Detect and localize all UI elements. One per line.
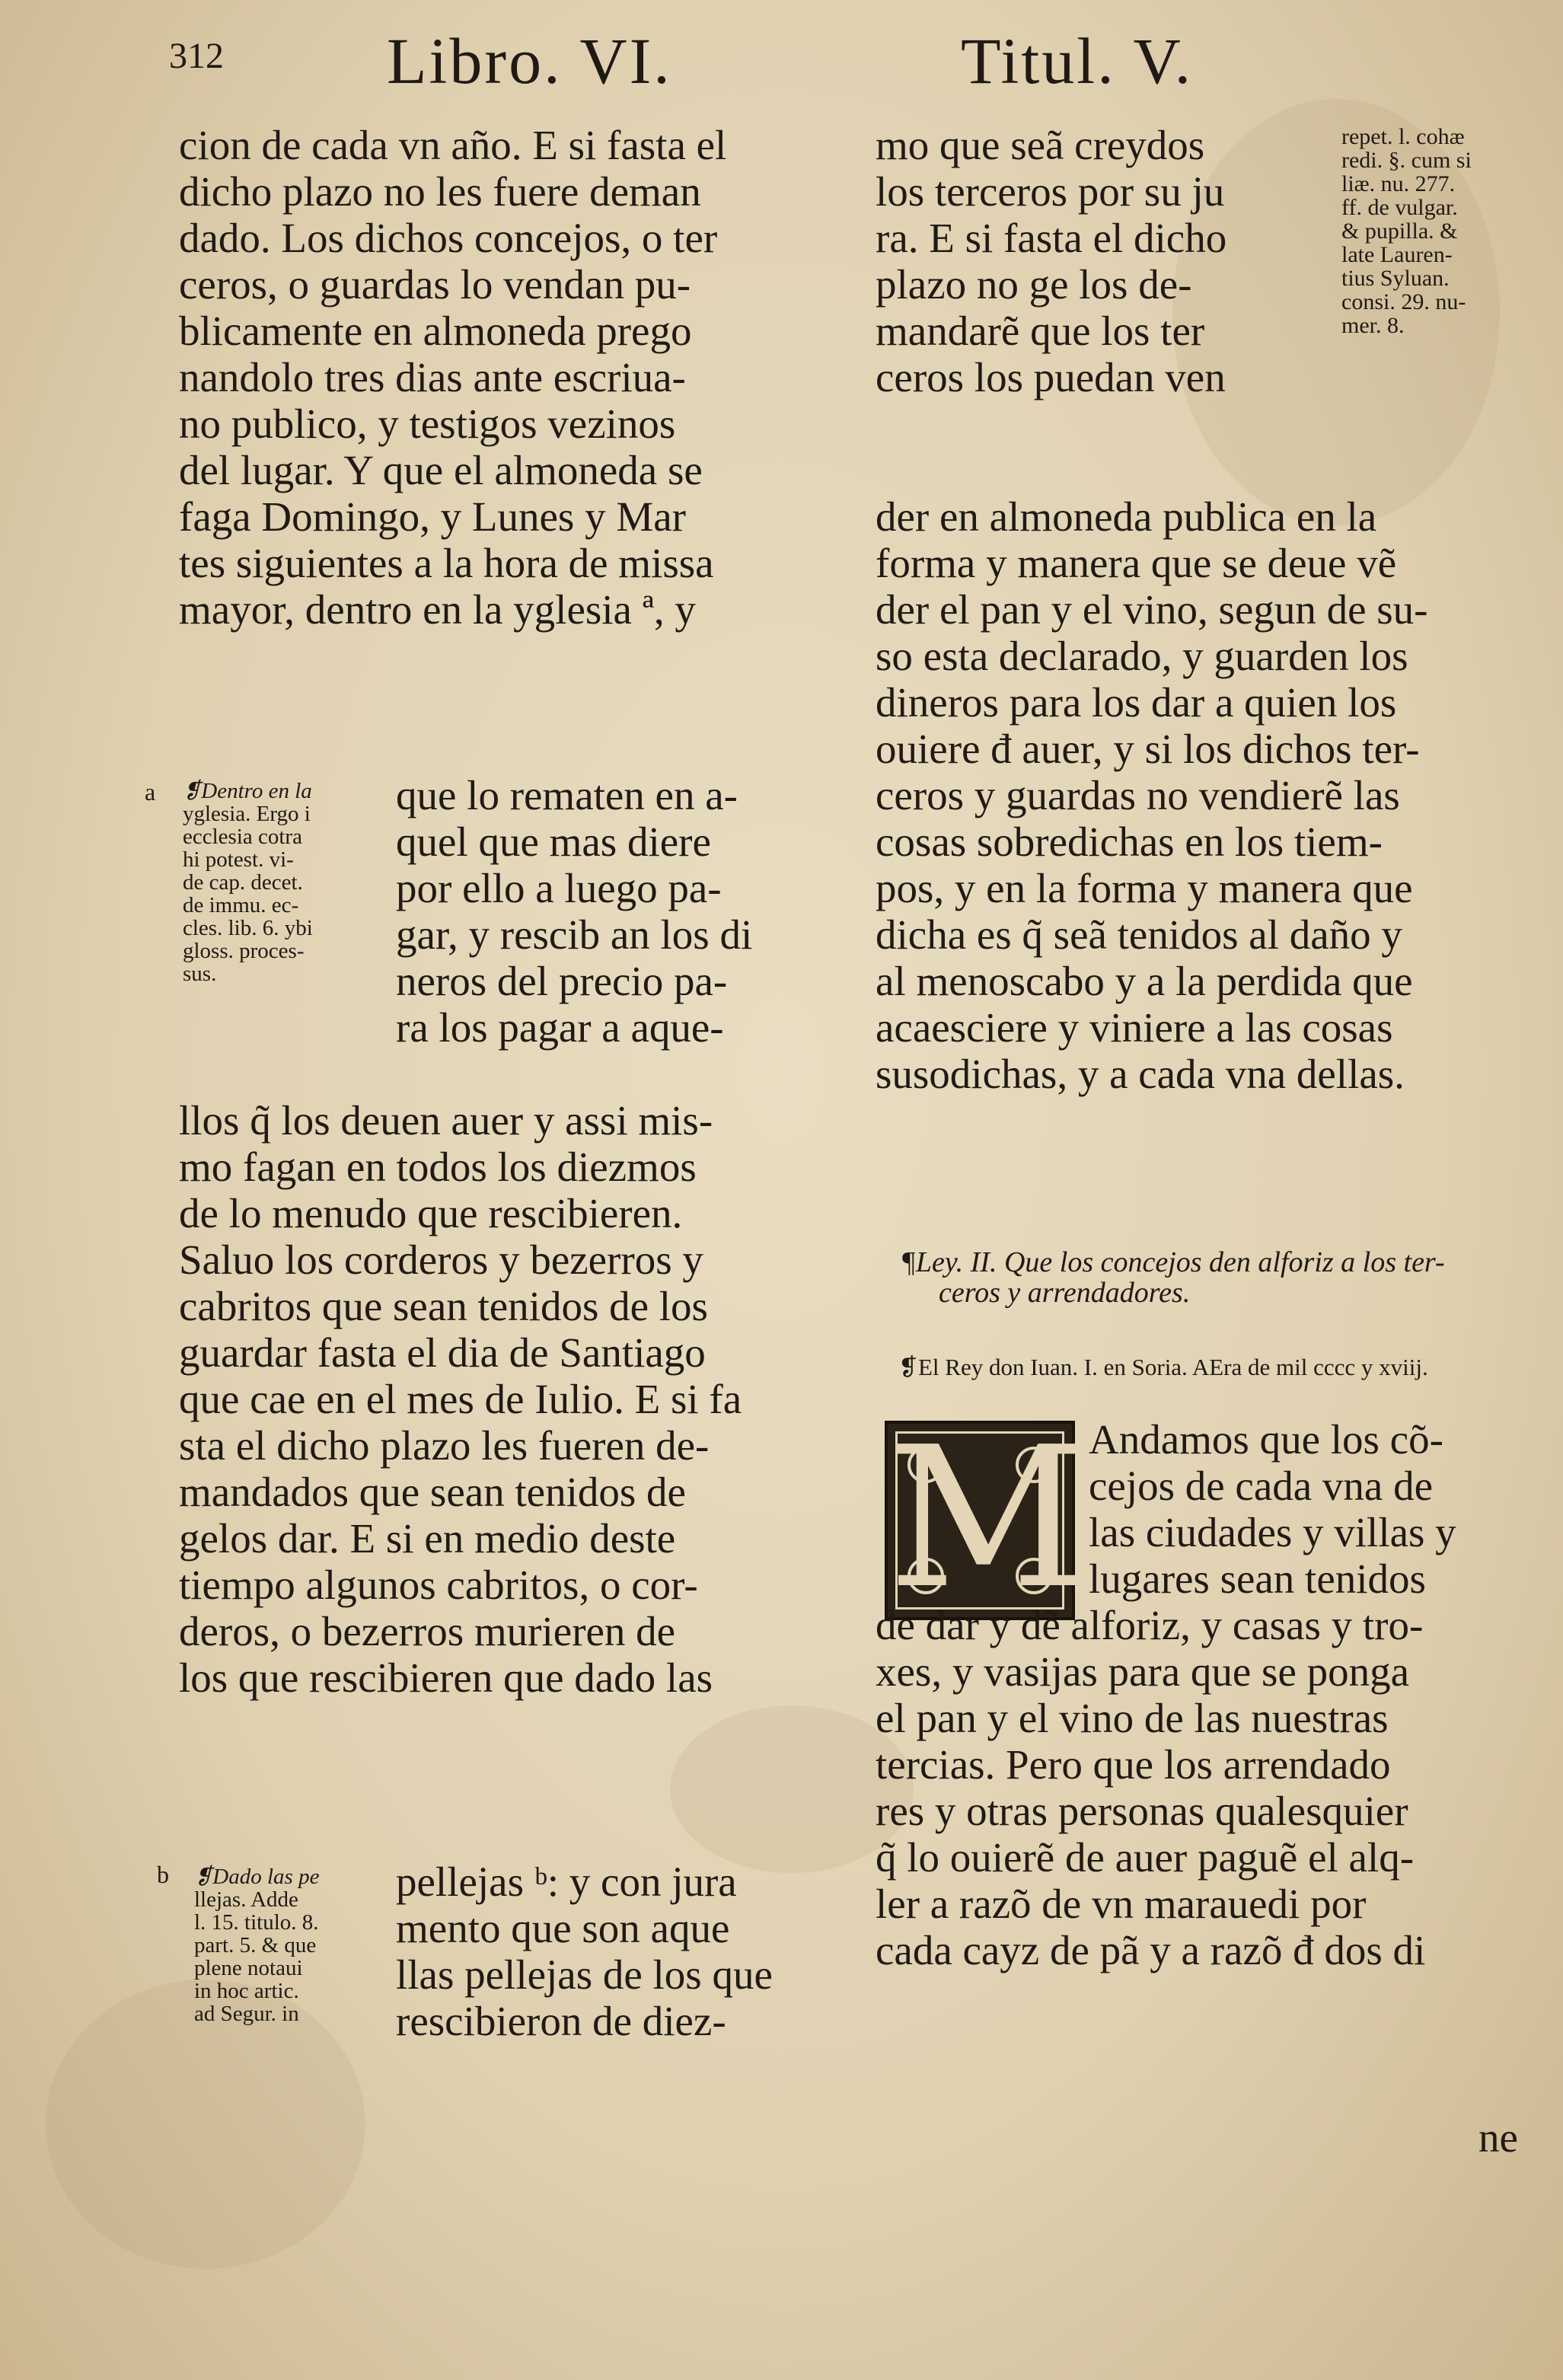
- law-heading: [901, 1247, 1445, 1308]
- text-line: mo fagan en todos los diezmos: [179, 1144, 697, 1190]
- marginal-gloss-right: [1341, 125, 1539, 337]
- text-line: quel que mas diere: [396, 818, 711, 865]
- running-header-book: Libro. VI.: [387, 24, 672, 97]
- text-line: los terceros por su ju: [876, 168, 1225, 215]
- text-line: xes, y vasijas para que se ponga: [876, 1648, 1410, 1695]
- gloss-line: redi. §. cum si: [1341, 148, 1472, 173]
- text-line: ouiere đ auer, y si los dichos ter-: [876, 726, 1420, 772]
- text-line: cada cayz de pã y a razõ đ dos di: [876, 1927, 1426, 1973]
- gloss-line: & pupilla. &: [1341, 219, 1458, 244]
- left-column-indented-text-bottom: [396, 1858, 830, 2044]
- text-line: sta el dicho plazo les fueren de-: [179, 1422, 710, 1469]
- text-line: mo que seã creydos: [876, 122, 1205, 168]
- text-line: nandolo tres dias ante escriua-: [179, 354, 686, 400]
- text-line: rescibieron de diez-: [396, 1998, 726, 2044]
- text-line: cion de cada vn año. E si fasta el: [179, 122, 727, 168]
- text-line: los que rescibieren que dado las: [179, 1654, 713, 1701]
- text-line: gar, y rescib an los di: [396, 911, 753, 958]
- gloss-line: plene notaui: [194, 1956, 303, 1980]
- text-line: cosas sobredichas en los tiem-: [876, 818, 1383, 865]
- text-line: de dar y dẽ alforiz, y casas y tro-: [876, 1602, 1424, 1648]
- text-line: acaesciere y viniere a las cosas: [876, 1004, 1393, 1051]
- text-line: q̃ lo ouierẽ de auer paguẽ el alq-: [876, 1834, 1415, 1881]
- text-line: plazo no ge los de-: [876, 261, 1192, 308]
- text-line: blicamente en almoneda prego: [179, 308, 692, 354]
- text-line: gelos dar. E si en medio deste: [179, 1515, 676, 1562]
- text-line: ceros, o guardas lo vendan pu-: [179, 261, 691, 308]
- text-line: tercias. Pero que los arrendado: [876, 1741, 1391, 1788]
- right-column-text-bottom: [876, 1602, 1530, 1973]
- text-line: mandarẽ que los ter: [876, 308, 1205, 354]
- gloss-line: part. 5. & que: [194, 1933, 317, 1957]
- gloss-line: ❡Dentro en la: [183, 779, 312, 803]
- text-line: ceros los puedan ven: [876, 354, 1226, 400]
- gloss-line: liæ. nu. 277.: [1341, 171, 1456, 196]
- text-line: der en almoneda publica en la: [876, 493, 1377, 540]
- text-line: no publico, y testigos vezinos: [179, 400, 676, 447]
- text-line: tiempo algunos cabritos, o cor-: [179, 1562, 698, 1608]
- text-line: por ello a luego pa-: [396, 865, 722, 911]
- gloss-line: consi. 29. nu-: [1341, 289, 1466, 314]
- text-line: tes siguientes a la hora de missa: [179, 540, 714, 586]
- gloss-line: cles. lib. 6. ybi: [183, 916, 313, 940]
- text-line: pos, y en la forma y manera que: [876, 865, 1413, 911]
- marginal-gloss-b: [194, 1865, 362, 2025]
- text-line: res y otras personas qualesquier: [876, 1788, 1408, 1834]
- gloss-line: hi potest. vi-: [183, 847, 294, 872]
- text-line: neros del precio pa-: [396, 958, 728, 1004]
- gloss-line: ❡Dado las pe: [194, 1865, 320, 1889]
- marginal-gloss-a: [183, 780, 358, 985]
- text-line: der el pan y el vino, segun de su-: [876, 586, 1428, 633]
- gloss-line: ecclesia cotra: [183, 825, 302, 849]
- right-column-text-top: [876, 122, 1321, 400]
- text-line: que lo rematen en a-: [396, 772, 738, 818]
- gloss-line: llejas. Adde: [194, 1887, 298, 1912]
- gloss-line: yglesia. Ergo i: [183, 802, 311, 826]
- initial-letter: M: [888, 1405, 1087, 1632]
- text-line: ra. E si fasta el dicho: [876, 215, 1227, 261]
- text-line: las ciudades y villas y: [1089, 1509, 1456, 1555]
- text-line: dado. Los dichos concejos, o ter: [179, 215, 718, 261]
- text-beside-initial: [1089, 1416, 1530, 1602]
- text-line: mento que son aque: [396, 1905, 730, 1951]
- text-line: cejos de cada vna de: [1089, 1463, 1433, 1509]
- gloss-line: repet. l. cohæ: [1341, 124, 1465, 149]
- gloss-line: ad Segur. in: [194, 2002, 299, 2026]
- running-header-title: Titul. V.: [961, 24, 1194, 97]
- text-line: llos q̃ los deuen auer y assi mis-: [179, 1097, 713, 1144]
- text-line: dineros para los dar a quien los: [876, 679, 1397, 726]
- text-line: forma y manera que se deue vẽ: [876, 540, 1397, 586]
- left-column-continued-text: [179, 1097, 841, 1701]
- text-line: al menoscabo y a la perdida que: [876, 958, 1413, 1004]
- catchword: ne: [1478, 2114, 1518, 2161]
- gloss-line: late Lauren-: [1341, 242, 1453, 267]
- folio-number: 312: [169, 36, 224, 76]
- text-line: mandados que sean tenidos de: [179, 1469, 686, 1515]
- text-line: que cae en el mes de Iulio. E si fa: [179, 1376, 742, 1422]
- decorated-initial: [885, 1405, 1087, 1632]
- text-line: Andamos que los cõ-: [1089, 1416, 1443, 1463]
- text-line: llas pellejas de los que: [396, 1951, 773, 1998]
- gloss-line: sus.: [183, 962, 217, 986]
- gloss-marker-b: b: [157, 1861, 169, 1888]
- law-heading-line: ¶Ley. II. Que los concejos den alforiz a los ter-: [901, 1246, 1445, 1278]
- gloss-line: l. 15. titulo. 8.: [194, 1910, 319, 1935]
- text-line: ra los pagar a aque-: [396, 1004, 724, 1051]
- text-line: Saluo los corderos y bezerros y: [179, 1236, 703, 1283]
- text-line: lugares sean tenidos: [1089, 1555, 1426, 1602]
- gloss-line: de immu. ec-: [183, 893, 299, 917]
- law-source-line: ❡El Rey don Iuan. I. en Soria. AEra de mil cccc y xviij.: [898, 1354, 1428, 1380]
- text-line: so esta declarado, y guarden los: [876, 633, 1408, 679]
- gloss-line: gloss. proces-: [183, 939, 305, 963]
- law-heading-line: ceros y arrendadores.: [939, 1277, 1191, 1309]
- gloss-line: in hoc artic.: [194, 1979, 299, 2003]
- text-line: el pan y el vino de las nuestras: [876, 1695, 1389, 1741]
- gloss-marker-a: a: [145, 778, 156, 806]
- text-line: dicho plazo no les fuere deman: [179, 168, 701, 215]
- gloss-line: mer. 8.: [1341, 313, 1405, 338]
- text-line: pellejas ᵇ: y con jura: [396, 1858, 737, 1905]
- left-column-indented-text: [396, 772, 830, 1051]
- text-line: de lo menudo que rescibieren.: [179, 1190, 683, 1236]
- text-line: susodichas, y a cada vna dellas.: [876, 1051, 1405, 1097]
- text-line: deros, o bezerros murieren de: [179, 1608, 676, 1654]
- gloss-line: ff. de vulgar.: [1341, 195, 1458, 220]
- text-line: guardar fasta el dia de Santiago: [179, 1329, 706, 1376]
- text-line: faga Domingo, y Lunes y Mar: [179, 493, 686, 540]
- text-line: mayor, dentro en la yglesia ª, y: [179, 586, 696, 633]
- text-line: ler a razõ de vn marauedi por: [876, 1881, 1367, 1927]
- text-line: del lugar. Y que el almoneda se: [179, 447, 703, 493]
- left-column-text: [179, 122, 841, 633]
- right-column-text: [876, 493, 1523, 1097]
- text-line: cabritos que sean tenidos de los: [179, 1283, 708, 1329]
- gloss-line: tius Syluan.: [1341, 266, 1450, 291]
- text-line: ceros y guardas no vendierẽ las: [876, 772, 1400, 818]
- gloss-line: de cap. decet.: [183, 870, 303, 895]
- text-line: dicha es q̃ seã tenidos al daño y: [876, 911, 1402, 958]
